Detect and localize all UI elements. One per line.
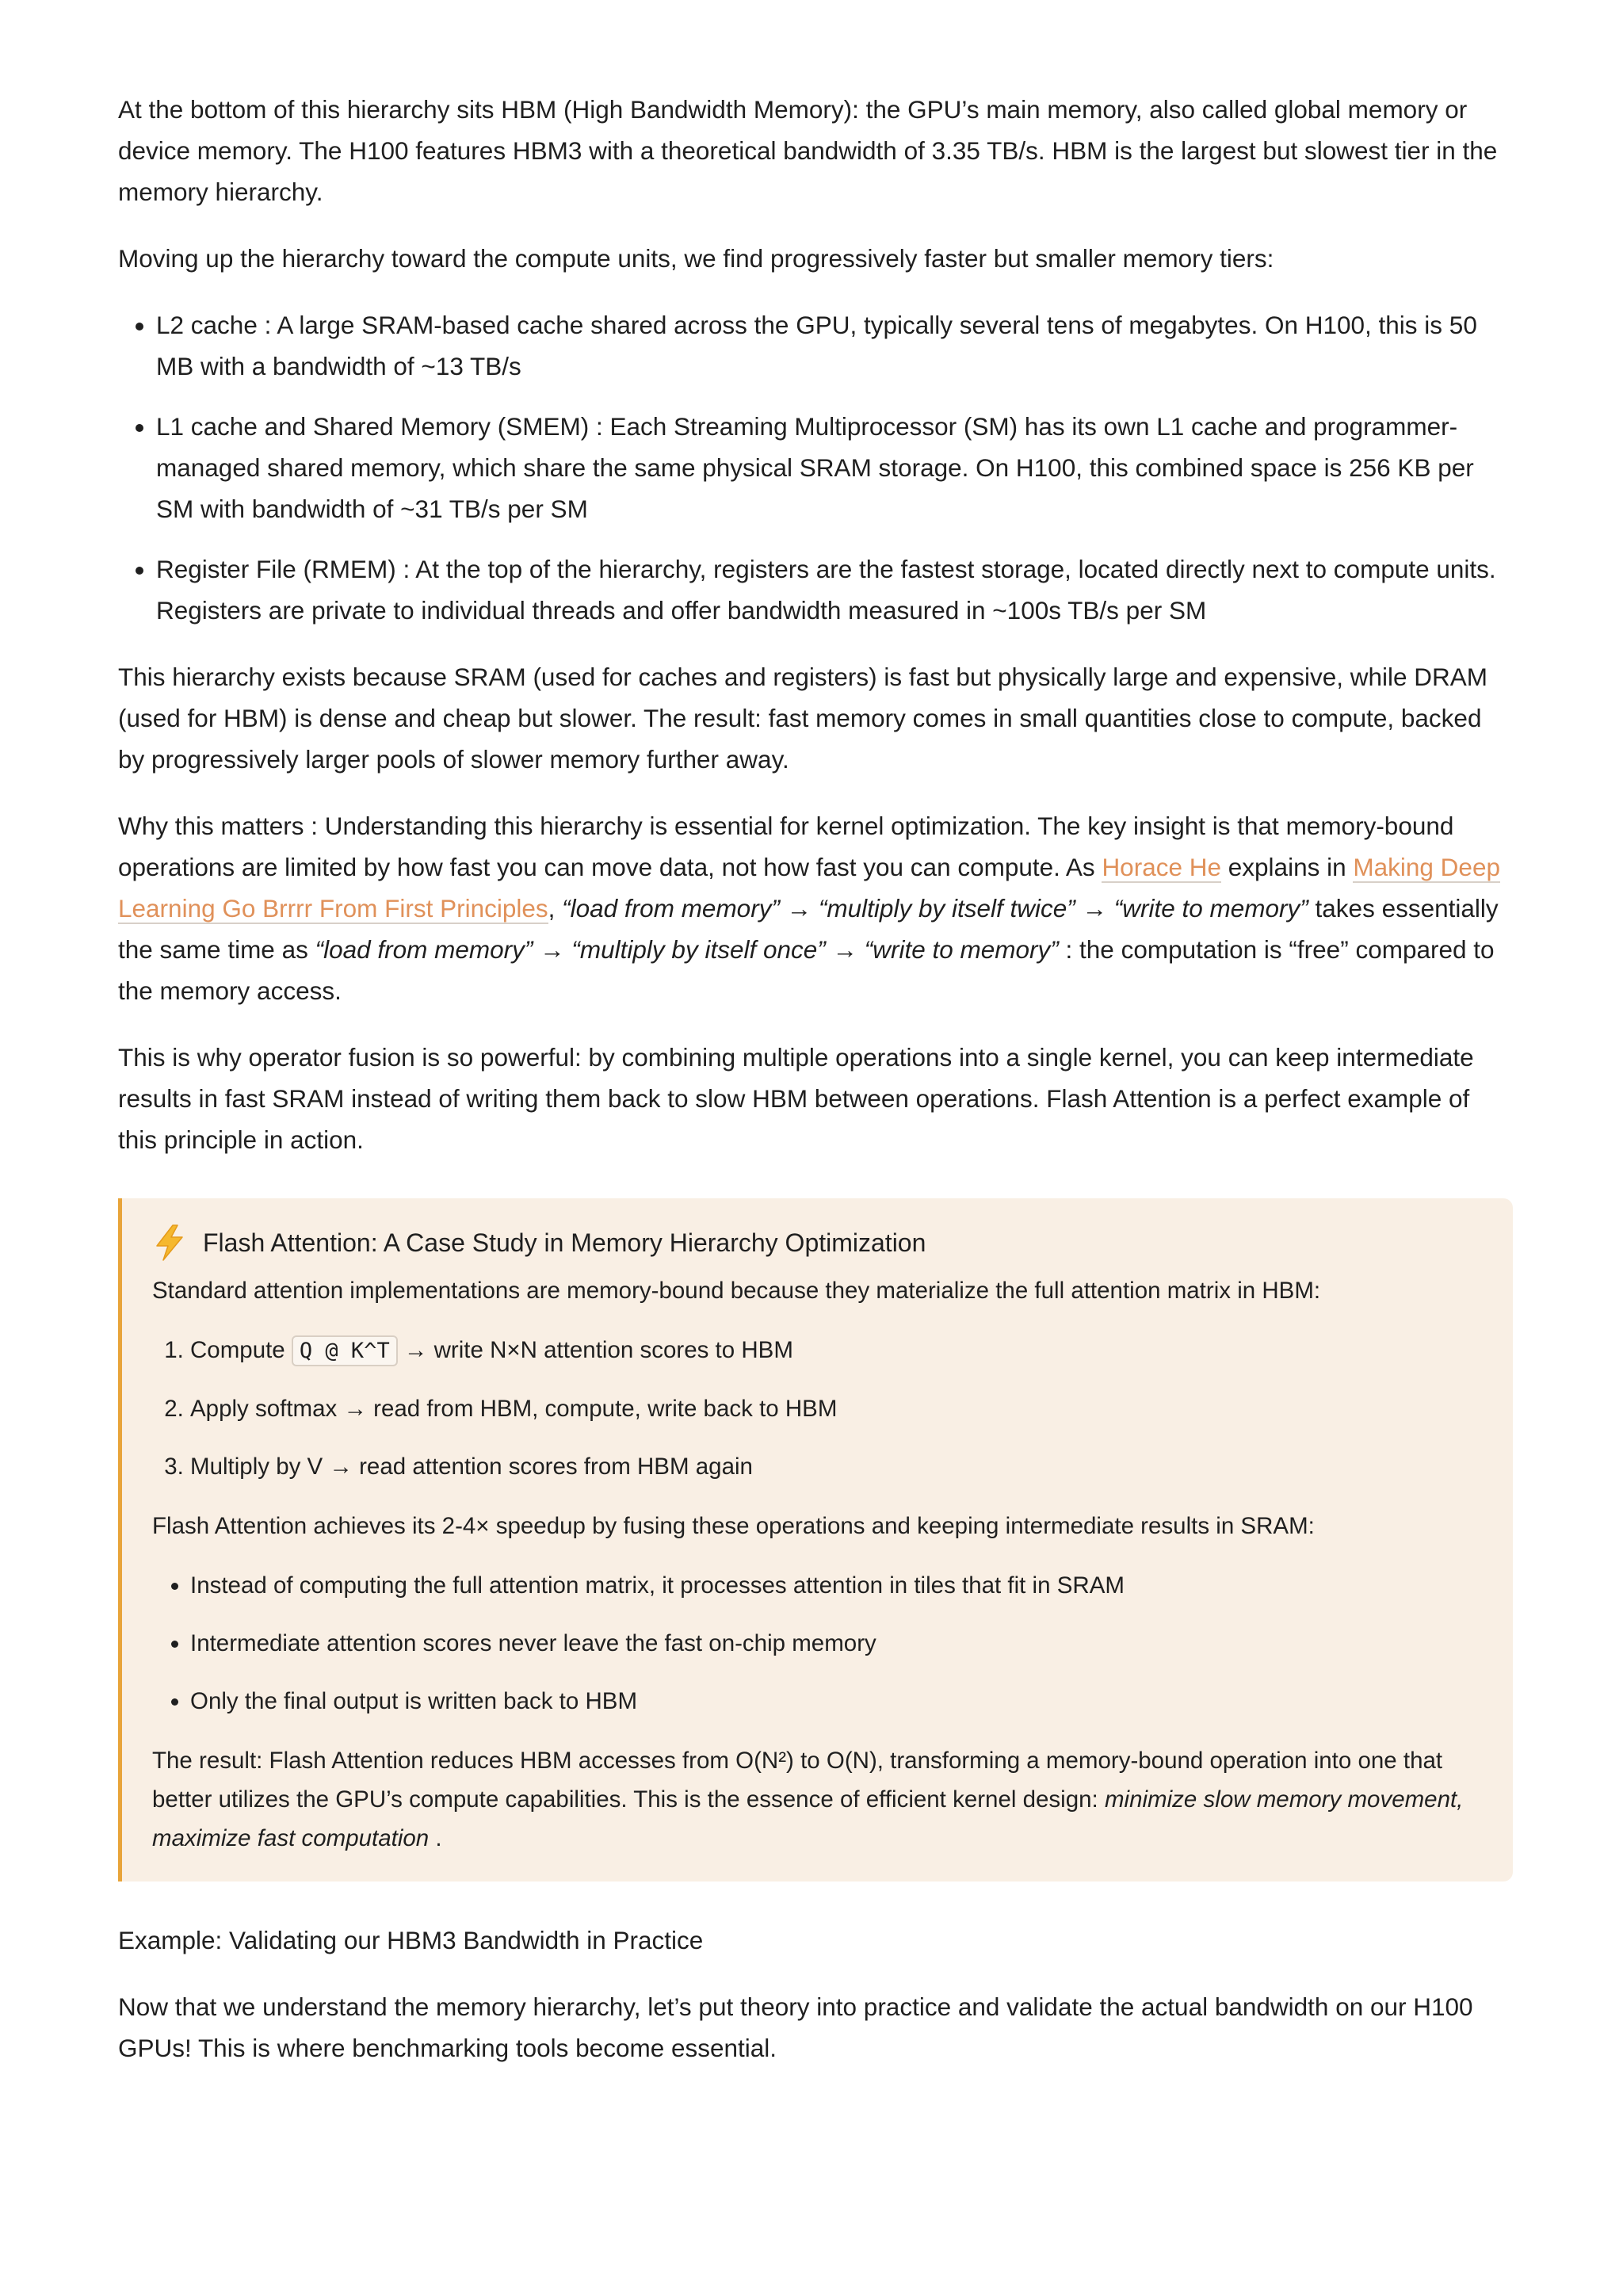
attention-steps-list [152,1331,1483,1486]
callout-title: Flash Attention: A Case Study in Memory Hierarchy Optimization [203,1228,926,1257]
list-item: • Only the final output is written back to HBM [190,1682,1483,1721]
code-q-at-k-transpose: Q @ K^T [292,1335,398,1366]
list-item: • L1 cache and Shared Memory (SMEM) : Each Streaming Multiprocessor (SM) has its own L1 cache and programmer-managed shared memory, which share the same physical SRAM storage. On H100, this combined space is 256 KB per SM with bandwidth of ~31 TB/s per SM [156,406,1513,529]
horace-he-link[interactable]: Horace He [1102,853,1222,881]
why-matters-paragraph [118,805,1513,1011]
lightning-bolt-icon-svg [152,1224,187,1262]
step-prefix: Compute [190,1337,292,1363]
callout-intro: Standard attention implementations are memory-bound because they materialize the full attention matrix in HBM: [152,1278,1321,1304]
quote-multiply-once: “load from memory” → “multiply by itself once” → “write to memory” [315,935,1059,964]
making-deep-learning-go-brrrr-link[interactable]: Making Deep Learning Go Brrrr From First Principles [118,853,1500,923]
result-lead: The result: Flash Attention reduces HBM accesses from O(N²) to O(N), transforming a memory-bound operation into one that better utilizes the GPU’s compute capabilities. This is the essence of efficient kernel design: [152,1748,1443,1813]
flash-attention-bullets [152,1566,1483,1721]
why-matters-lead: Why this matters : Understanding this hierarchy is essential for kernel optimization. The key insight is that memory-bound operations are limited by how fast you can move data, not how fast you can compute. As [118,812,1454,881]
result-tail: . [429,1825,442,1851]
list-item: 3. Multiply by V → read attention scores from HBM again [190,1447,1483,1486]
lightning-bolt-icon [152,1224,187,1262]
callout-speedup: Flash Attention achieves its 2-4× speedup by fusing these operations and keeping intermediate results in SRAM: [152,1513,1315,1539]
hierarchy-reason-paragraph: This hierarchy exists because SRAM (used for caches and registers) is fast but physically large and expensive, while DRAM (used for HBM) is dense and cheap but slower. The result: fast memory comes in small quantities close to compute, backed by progressively larger pools of slower memory further away. [118,663,1487,774]
result-emphasis: minimize slow memory movement, maximize fast computation [152,1786,1464,1851]
list-item: • Register File (RMEM) : At the top of the hierarchy, registers are the fastest storage, located directly next to compute units. Registers are private to individual threads and offer bandwidth measured in ~100s TB/s per SM [156,548,1513,631]
why-matters-takes: takes essentially the same time as [118,894,1499,964]
flash-attention-callout [118,1198,1513,1881]
list-item: 2. Apply softmax → read from HBM, compute, write back to HBM [190,1389,1483,1428]
step-suffix: → write N×N attention scores to HBM [397,1337,793,1363]
why-matters-comma: , [548,894,563,923]
memory-tier-list [118,304,1513,631]
list-item: • Instead of computing the full attention matrix, it processes attention in tiles that fit in SRAM [190,1566,1483,1605]
list-item: • L2 cache : A large SRAM-based cache shared across the GPU, typically several tens of megabytes. On H100, this is 50 MB with a bandwidth of ~13 TB/s [156,304,1513,387]
list-item [190,1331,1483,1370]
article-body [118,89,1513,2094]
why-matters-mid: explains in [1221,853,1354,881]
list-item: • Intermediate attention scores never leave the fast on-chip memory [190,1624,1483,1663]
why-matters-tail: : the computation is “free” compared to the memory access. [118,935,1495,1005]
intro-paragraph-hbm: At the bottom of this hierarchy sits HBM (High Bandwidth Memory): the GPU’s main memory, also called global memory or device memory. The H100 features HBM3 with a theoretical bandwidth of 3.35 TB/s. HBM is the largest but slowest tier in the memory hierarchy. [118,95,1498,206]
operator-fusion-paragraph: This is why operator fusion is so powerful: by combining multiple operations into a single kernel, you can keep intermediate results in fast SRAM instead of writing them back to slow HBM between operations. Flash Attention is a perfect example of this principle in action. [118,1043,1474,1154]
quote-multiply-twice: “load from memory” → “multiply by itself twice” → “write to memory” [562,894,1308,923]
callout-header [152,1222,1483,1263]
example-paragraph: Now that we understand the memory hierarchy, let’s put theory into practice and validate the actual bandwidth on our H100 GPUs! This is where benchmarking tools become essential. [118,1992,1473,2062]
example-heading: Example: Validating our HBM3 Bandwidth in Practice [118,1926,704,1954]
callout-result [152,1741,1483,1858]
intro-paragraph-tiers: Moving up the hierarchy toward the compute units, we find progressively faster but smaller memory tiers: [118,244,1274,273]
